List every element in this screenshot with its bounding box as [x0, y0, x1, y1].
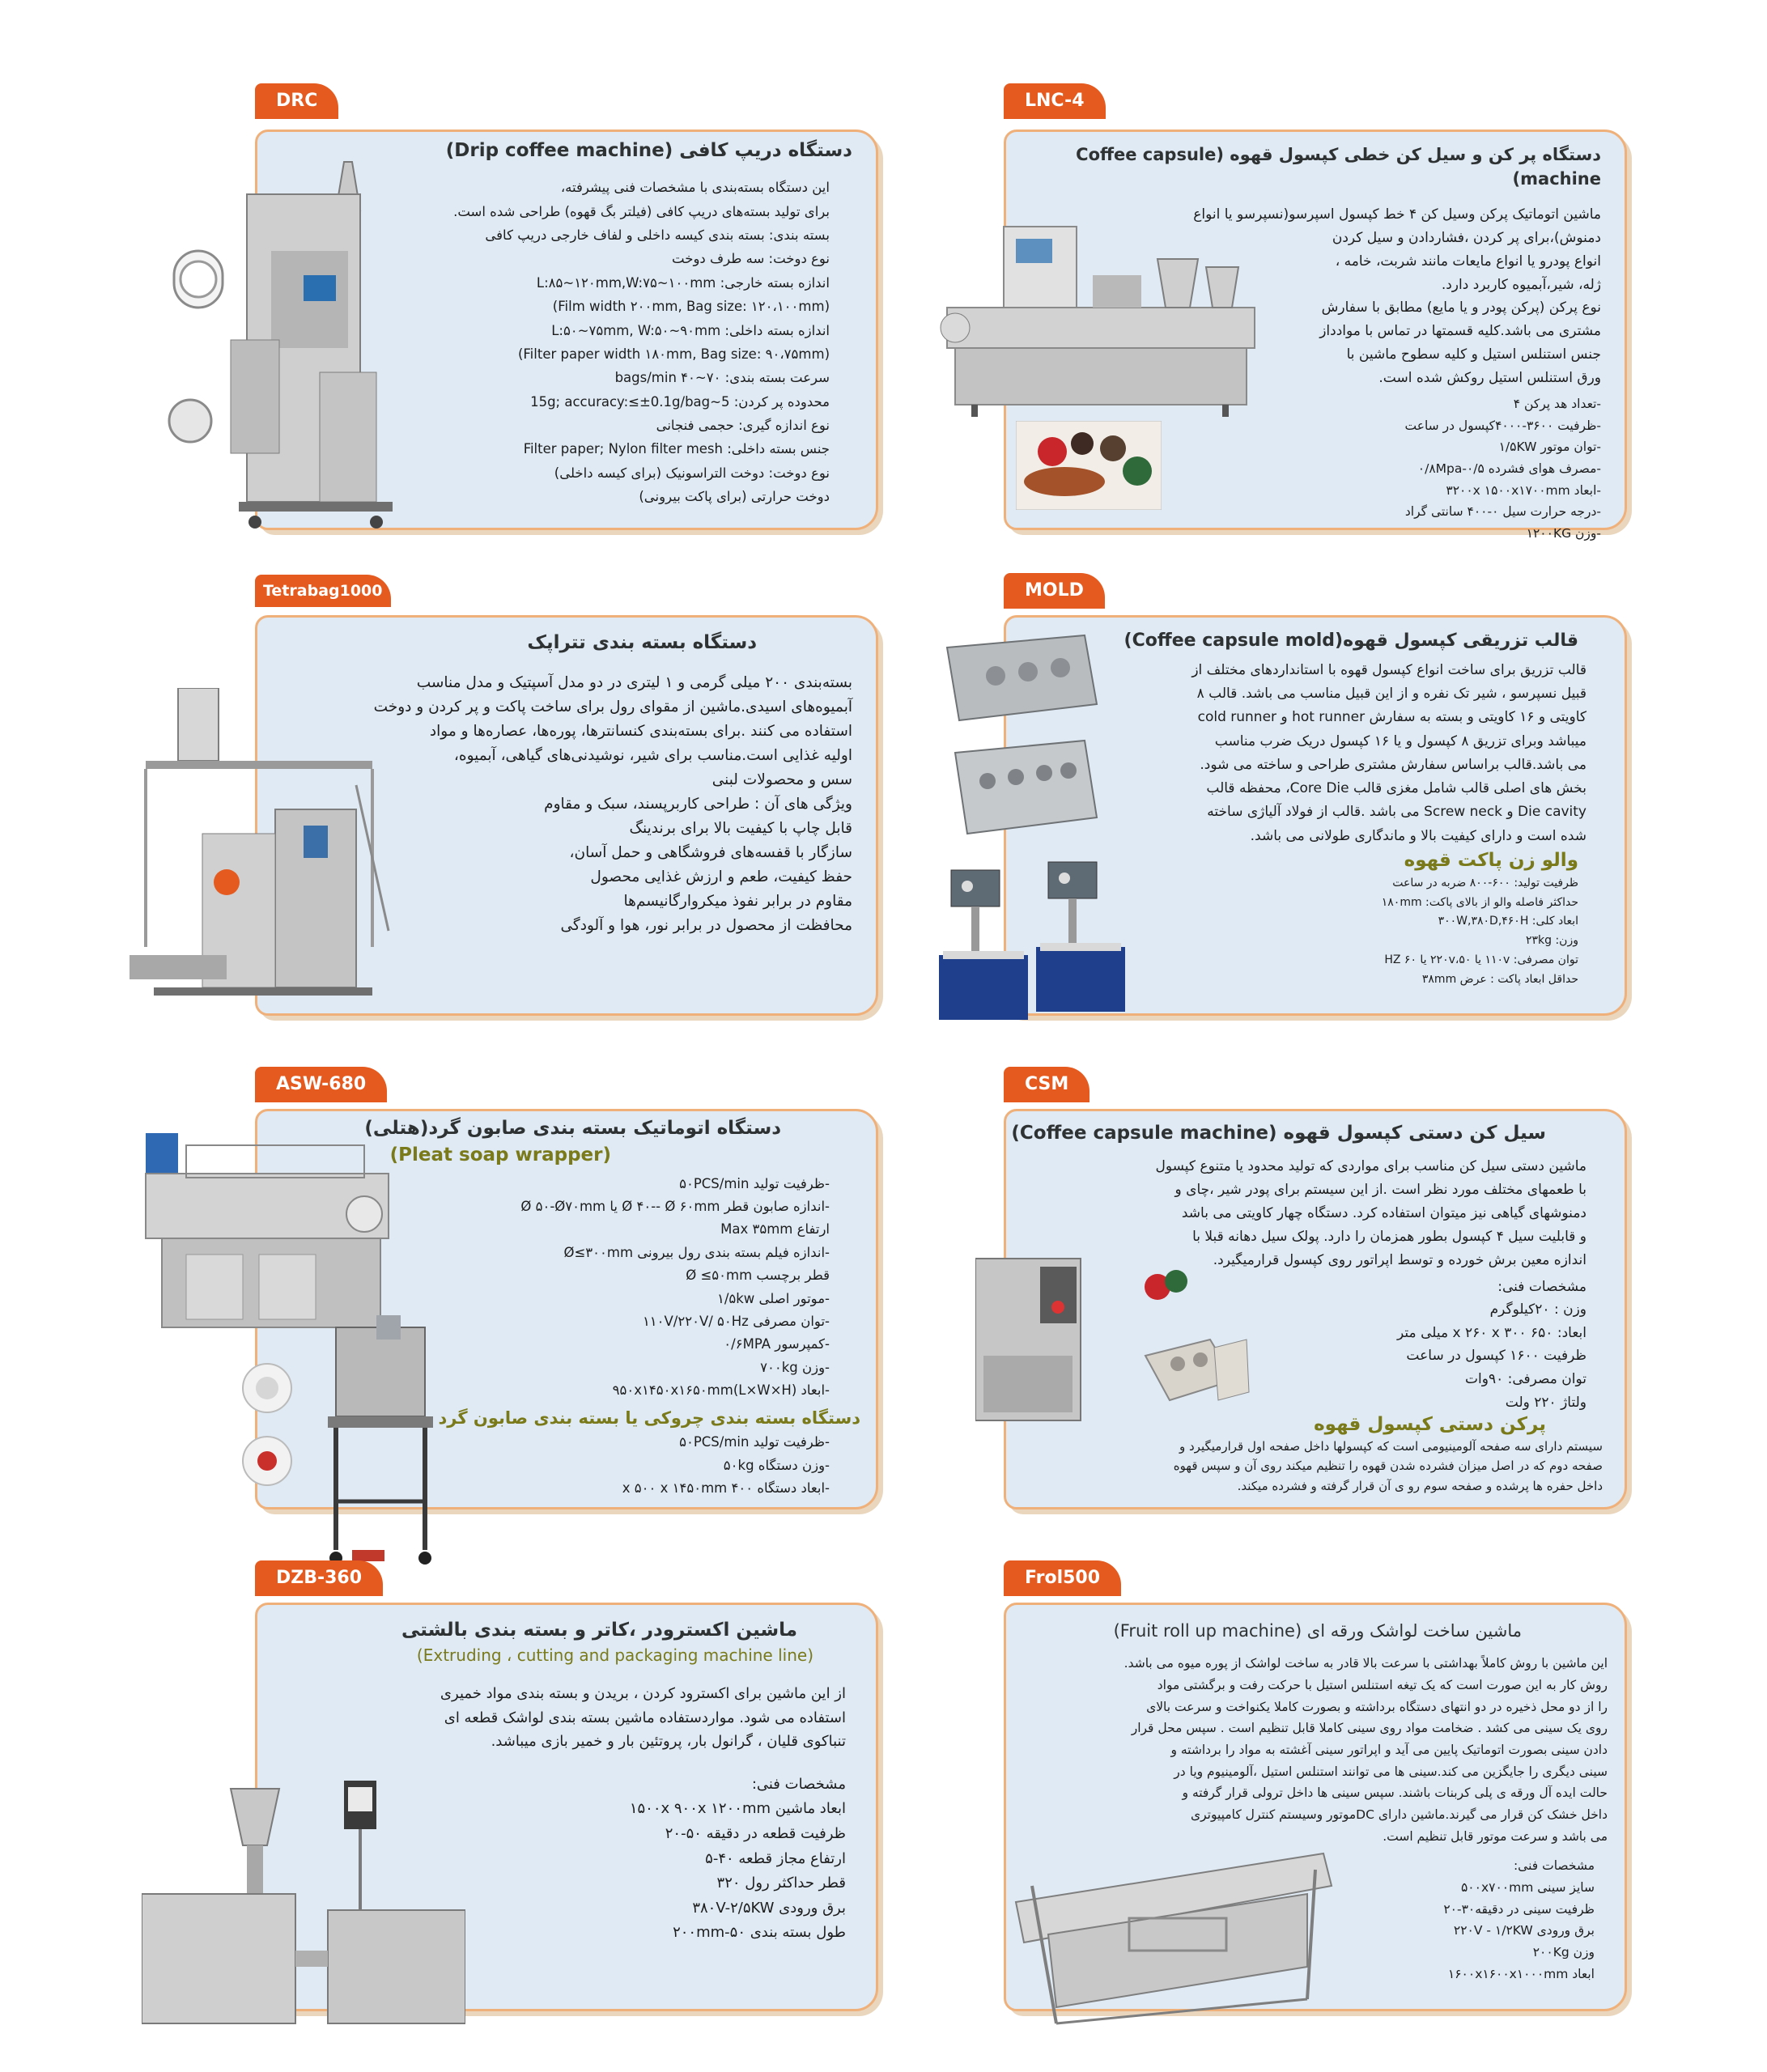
card-subtitle: (Extruding ، cutting and packaging machine line)	[416, 1645, 813, 1666]
mold-spec: حداقل ابعاد پاکت : عرض ۳۸mm	[1421, 972, 1578, 986]
mold-line: Die cavity و Screw neck می باشد .قالب از فولاد آلیاژی ساخته	[1207, 804, 1586, 821]
mold-line: کاویتی و ۱۶ کاویتی و بسته به سفارش hot runner و cold runner	[1197, 709, 1586, 726]
soap-pleat-samples-image	[235, 1360, 299, 1497]
card-title: دستگاه دریپ کافی (Drip coffee machine)	[445, 140, 852, 161]
model-tag-lnc4: LNC-4	[1004, 83, 1106, 119]
fruit-roll-machine-image	[983, 1837, 1340, 2040]
card-title: دستگاه بسته بندی تتراپک	[527, 632, 757, 653]
mold-line: شده است و دارای کیفیت بالا و ماندگاری طولانی می باشد.	[1250, 827, 1586, 844]
lnc4-line: دمنوش)،برای پر کردن ،فشاردادن و سیل کردن	[1332, 229, 1601, 246]
lnc4-line: ژله، شیر،آبمیوه کاربرد دارد.	[1441, 276, 1601, 293]
lnc4-line: انواع پودرو یا انواع مایعات مانند شربت، خامه ،	[1335, 253, 1601, 270]
frol-line: این ماشین با روش کاملاً بهداشتی با سرعت بالا قادر به ساخت لواشک از پوره میوه می باشد.	[1123, 1656, 1608, 1671]
csm-line2: صفحه دوم که در اصل میزان فشرده شدن قهوه را تنظیم میکند روی آن و سپس قهوه	[1173, 1458, 1603, 1474]
csm-spec: وزن : ۲۰کیلوگرم	[1489, 1301, 1586, 1318]
card-title: دستگاه پر کن و سیل کن خطی کپسول قهوه (Coffee capsule machine)	[1076, 145, 1601, 189]
csm-line: با طعمهای مختلف مورد نظر است .از این سیستم برای پودر شیر ،چای و	[1174, 1182, 1586, 1199]
mold-line: میباشد وبرای تزریق ۸ کپسول و یا ۱۶ کپسول دریک ضرب مناسب	[1214, 732, 1586, 749]
tetra-line: اولیه غذایی است.مناسب برای شیر، نوشیدنی‌های گیاهی، آبمیوه،	[453, 747, 852, 765]
frol-line: سینی دیگری را جایگزین می کند.سینی ها می توانند استنلس استیل ،آلومینیوم ویا در	[1174, 1764, 1608, 1779]
model-tag-csm: CSM	[1004, 1067, 1090, 1102]
asw-spec: -توان مصرفی ۱۱۰V/۲۲۰V/ ۵۰Hz	[642, 1313, 830, 1329]
frol-spec: ابعاد ۱۶۰۰x۱۶۰۰x۱۰۰۰mm	[1447, 1966, 1595, 1981]
extruder-packaging-machine-image	[142, 1764, 465, 2032]
drc-line: نوع دوخت: سه طرف دوخت	[672, 251, 830, 267]
coffee-bag-valve-applicator-image	[935, 854, 1129, 1028]
card-title: ماشین ساخت لواشک ورقه ای (Fruit roll up machine)	[1113, 1621, 1522, 1641]
frol-line: روش کار به این صورت است که یک تیغه استنلس استیل با حرکت رفت و برگشتی مواد	[1157, 1678, 1608, 1693]
drc-line: نوع دوخت: دوخت التراسونیک (برای کیسه داخلی)	[554, 465, 830, 481]
dzb-spec: طول بسته بندی ۵۰-۲۰۰mm	[673, 1924, 846, 1942]
tetra-line: استفاده می کنند .برای بسته‌بندی کنسانترها، پوره‌ها، عصاره‌ها و مواد	[429, 723, 852, 741]
card-subtitle: (Pleat soap wrapper)	[389, 1144, 611, 1166]
lnc4-spec: -ابعاد ۳۲۰۰x ۱۵۰۰x۱۷۰۰mm	[1446, 482, 1601, 498]
asw-spec: -کمپرسور ۰/۶MPA	[724, 1336, 830, 1352]
tetrapak-machine-image	[130, 688, 397, 1012]
asw-spec: -اندازه صابون قطر Ø ۴۰-- Ø ۶۰mm یا Ø ۵۰-Ø۷۰mm	[520, 1199, 830, 1215]
manual-capsule-sealer-image	[975, 1250, 1251, 1437]
dzb-spec: قطر حداکثر رول ۳۲۰	[716, 1875, 846, 1892]
csm-spec: ابعاد: ۶۵۰ x ۲۶۰ x ۳۰۰ میلی متر	[1397, 1324, 1586, 1341]
mold-spec: حداکثر فاصله والو از بالای پاکت: ۱۸۰mm	[1381, 895, 1578, 909]
mold-line: بخش های اصلی قالب شامل مغزی قالب Core Die، محفظه قالب	[1206, 780, 1586, 797]
tetra-line: آبمیوه‌های اسیدی.ماشین از مقوای رول برای ساخت پاکت و پر کردن و دوخت	[373, 698, 852, 716]
drc-line: بسته بندی: بسته بندی کیسه داخلی و لفاف خارجی دریپ کافی	[485, 227, 830, 244]
card-title: ماشین اکسترودر ،کاتر و بسته بندی بالشتی	[401, 1620, 797, 1641]
tetra-line: محافظت از محصول در برابر نور، هوا و آلودگی	[560, 917, 852, 935]
csm-spec: ولتاژ ۲۲۰ ولت	[1505, 1394, 1586, 1411]
tetra-line: حفظ کیفیت، طعم و ارزش غذایی محصول	[590, 868, 852, 886]
lnc4-spec: -توان موتور ۱/۵KW	[1498, 439, 1601, 455]
asw-spec: -موتور اصلی ۱/۵kw	[716, 1290, 830, 1306]
tetra-line: سازگار با قفسه‌های فروشگاهی و حمل آسان،	[569, 844, 852, 862]
lnc4-line: نوع پرکن (پرکن پودر و یا مایع) مطابق با سفارش	[1321, 299, 1601, 316]
dzb-spec: ظرفیت قطعه در دقیقه ۵۰-۲۰	[665, 1825, 846, 1842]
csm-line: و قابلیت سیل ۴ کپسول بطور همزمان را دارد. پولک سیل دهانه قبلا با	[1192, 1229, 1586, 1246]
mold-line: می باشد.قالب براساس سفارش مشتری طراحی و ساخته می شود.	[1200, 756, 1586, 773]
csm-spec: توان مصرفی: ۹۰وات	[1465, 1370, 1586, 1387]
lnc4-line: ورق استنلس استیل روکش شده است.	[1378, 370, 1601, 387]
drc-line: (Filter paper width ۱۸۰mm, Bag size: ۹۰،۷۵mm)	[517, 346, 830, 362]
lnc4-line: ماشین اتوماتیک پرکن وسیل کن ۴ خط کپسول اسپرسو(نسپرسو یا انواع	[1193, 206, 1601, 223]
asw-spec2: -ابعاد دستگاه ۴۰۰ x ۵۰۰ x ۱۴۵۰mm	[622, 1480, 830, 1497]
model-tag-mold: MOLD	[1004, 573, 1105, 609]
lnc4-spec: -وزن ۱۲۰۰KG	[1526, 525, 1601, 541]
drc-line: اندازه بسته داخلی: L:۵۰~۷۵mm, W:۵۰~۹۰mm	[551, 322, 830, 338]
csm-line: اندازه معین برش خورده و توسط اپراتور روی کپسول قرارمیگیرد.	[1213, 1251, 1586, 1268]
dzb-spec: ابعاد ماشین ۱۵۰۰x ۹۰۰x ۱۲۰۰mm	[629, 1800, 846, 1818]
asw-spec: -وزن ۷۰۰kg	[760, 1359, 830, 1375]
csm-line: دمنوشهای گیاهی نیز میتوان استفاده کرد. دستگاه چهار کاویتی می باشد	[1181, 1205, 1586, 1222]
capsule-mold-image	[939, 631, 1101, 850]
drc-line: این دستگاه بسته‌بندی با مشخصات فنی پیشرفته،	[560, 180, 830, 196]
coffee-capsules-photo	[1016, 421, 1162, 510]
mold-line: قبیل نسپرسو ، شیر تک نفره و از این قبیل مناسب می باشد. قالب ۸	[1196, 686, 1586, 703]
asw-spec: قطر برچسب Ø ≤۵۰mm	[686, 1267, 830, 1284]
lnc4-spec: -مصرف هوای فشرده ۰/۵-۰/۸Mpa	[1417, 461, 1601, 476]
csm-spec: ظرفیت ۱۶۰۰ کپسول در ساعت	[1406, 1348, 1586, 1365]
mold-spec: ابعاد کلی: ۳۰۰W,۳۸۰D,۴۶۰H	[1438, 915, 1578, 928]
tetra-line: قابل چاپ با کیفیت بالا برای برندینگ	[629, 820, 852, 838]
model-tag-asw680: ASW-680	[255, 1067, 387, 1102]
mold-spec: وزن: ۲۳kg	[1525, 934, 1578, 948]
frol-spec: ظرفیت سینی در دقیقه۳۰-۲۰	[1443, 1901, 1595, 1917]
valve-applicator-heading: والو زن پاکت قهوه	[1404, 849, 1578, 871]
asw-spec: -اندازه فیلم بسته بندی رول بیرونی Ø≤۳۰۰mm	[563, 1244, 830, 1260]
frol-line: داخل خشک کن قرار می گیرند.ماشین دارای DCموتور وسیستم کنترل کامپیوتری	[1190, 1807, 1608, 1823]
drc-line: جنس بسته داخلی: Filter paper; Nylon filter mesh	[523, 441, 830, 457]
model-tag-drc: DRC	[255, 83, 338, 119]
asw-spec: ارتفاع Max ۳۵mm	[720, 1221, 830, 1238]
drc-line: محدوده پر کردن: 5~15g; accuracy:≤±0.1g/bag	[530, 393, 830, 410]
csm-line: ماشین دستی سیل کن مناسب برای مواردی که تولید محدود یا متنوع کپسول	[1155, 1158, 1586, 1175]
card-title: قالب تزریقی کپسول قهوه(Coffee capsule mold)	[1123, 631, 1578, 651]
frol-line: می باشد و سرعت موتور قابل تنظیم است.	[1383, 1828, 1608, 1844]
dzb-spec: برق ورودی ۳۸۰V-۲/۵KW	[692, 1899, 846, 1917]
model-tag-frol500: Frol500	[1004, 1560, 1121, 1596]
dzb-spec: ارتفاع مجاز قطعه ۴۰-۵	[705, 1849, 846, 1867]
asw-spec: -ابعاد ۹۵۰x۱۴۵۰x۱۶۵۰mm(L×W×H)	[612, 1382, 830, 1399]
card-title: دستگاه اتوماتیک بسته بندی صابون گرد(هتلی)	[364, 1118, 781, 1139]
dzb-line: از این ماشین برای اکسترود کردن ، بریدن و بسته بندی مواد خمیری	[440, 1685, 846, 1703]
drc-line: سرعت بسته بندی: bags/min ۴۰~۷۰	[614, 370, 830, 386]
dzb-specs-title: مشخصات فنی:	[751, 1775, 846, 1793]
asw-spec: -ظرفیت تولید ۵۰PCS/min	[679, 1175, 830, 1191]
model-tag-tetrabag: Tetrabag1000	[255, 575, 391, 607]
tetra-line: ویژگی های آن : طراحی کاربرپسند، سبک و مقاوم	[544, 796, 852, 813]
drc-line: دوخت حرارتی (برای پاکت بیرونی)	[639, 489, 830, 505]
drc-line: (Film width ۲۰۰mm, Bag size: ۱۲۰،۱۰۰mm)	[552, 299, 830, 315]
csm-specs-title: مشخصات فنی:	[1497, 1278, 1586, 1295]
drc-line: اندازه بسته خارجی: L:۸۵~۱۲۰mm,W:۷۵~۱۰۰mm	[536, 274, 830, 291]
frol-spec: سایز سینی ۵۰۰x۷۰۰mm	[1460, 1880, 1595, 1895]
soap-wrapper-machine-image	[138, 1117, 397, 1344]
frol-spec: وزن ۲۰۰Kg	[1532, 1944, 1595, 1959]
csm-line2: سیستم دارای سه صفحه آلومینیومی است که کپسولها داخل صفحه اول قرارمیگیرد و	[1179, 1439, 1603, 1454]
tetra-line: بسته‌بندی ۲۰۰ میلی گرمی و ۱ لیتری در دو مدل آسپتیک و مدل مناسب	[416, 674, 852, 692]
card-title: سیل کن دستی کپسول قهوه (Coffee capsule machine)	[1011, 1123, 1546, 1144]
frol-line: را از دو محل ذخیره در دو انتهای دستگاه برداشته و بصورت کاملا یکنواخت و سرعت بالای	[1146, 1699, 1608, 1714]
asw-spec2: -وزن دستگاه ۵۰kg	[723, 1457, 830, 1473]
lnc4-line: مشتری می باشد.کلیه قسمتها در تماس با موادداز	[1319, 323, 1601, 340]
soap-wrapper-heading: دستگاه بسته بندی چروکی یا بسته بندی صابون گرد	[438, 1408, 860, 1429]
csm-line2: داخل حفره ها پرشده و صفحه سوم رو ی آن قرار گرفته و فشرده میکند.	[1237, 1478, 1603, 1493]
frol-line: دادن سینی بصورت اتوماتیک پایین می آید و اپراتور سینی آغشته به مواد را برداشته و	[1170, 1743, 1608, 1758]
lnc4-spec: -تعداد هد پرکن ۴	[1513, 397, 1601, 411]
tetra-line: سس و محصولات لبنی	[711, 771, 852, 789]
drip-coffee-machine-image	[158, 154, 401, 538]
capsule-filling-machine-image	[939, 210, 1263, 421]
lnc4-spec: -درجه حرارت سیل ۰-۴۰۰ سانتی گراد	[1404, 504, 1601, 520]
dzb-line: تنباکوی قلیان ، گرانول بار، پروتئین بار و خمیر بازی میباشد.	[491, 1732, 846, 1750]
dzb-line: استفاده می شود. مواردستفاده ماشین بسته بندی لواشک قطعه ای	[444, 1709, 846, 1726]
lnc4-spec: -ظرفیت ۳۶۰۰-۴۰۰۰کپسول در ساعت	[1404, 418, 1601, 433]
soap-pleat-wrapper-machine-image	[320, 1315, 449, 1570]
mold-line: قالب تزریق برای ساخت انواع کپسول قهوه با استانداردهای مختلف از	[1191, 661, 1586, 678]
model-tag-dzb360: DZB-360	[255, 1560, 383, 1596]
frol-specs-title: مشخصات فنی:	[1513, 1858, 1595, 1874]
frol-line: حالت ایده آل ورقه ی پلی کربنات باشند. سپس سینی ها داخل ترولی قرار گرفته و	[1182, 1785, 1608, 1801]
manual-filler-heading: پرکن دستی کپسول قهوه	[1314, 1414, 1546, 1436]
tetra-line: مقاوم در برابر نفوذ میکروارگانیسم‌ها	[623, 893, 852, 911]
mold-spec: توان مصرفی: ۱۱۰v یا ۲۲۰v،۵۰ یا ۶۰ HZ	[1384, 953, 1578, 966]
lnc4-line: جنس استنلس استیل و کلیه سطوح ماشین با	[1346, 346, 1601, 363]
mold-spec: ظرفیت تولید: ۶۰۰-۸۰۰ ضربه در ساعت	[1392, 876, 1578, 890]
drc-line: برای تولید بسته‌های دریپ کافی (فیلتر بگ قهوه) طراحی شده است.	[453, 203, 830, 219]
asw-spec2: -ظرفیت تولید ۵۰PCS/min	[679, 1434, 830, 1450]
drc-line: نوع اندازه گیری: حجمی فنجانی	[656, 417, 830, 433]
frol-line: روی یک سینی می کشد . ضخامت مواد روی سینی کاملا قابل تنظیم است . سپس محل قرار	[1131, 1721, 1608, 1736]
frol-spec: برق ورودی ۲۲۰V - ۱/۲KW	[1453, 1923, 1595, 1938]
